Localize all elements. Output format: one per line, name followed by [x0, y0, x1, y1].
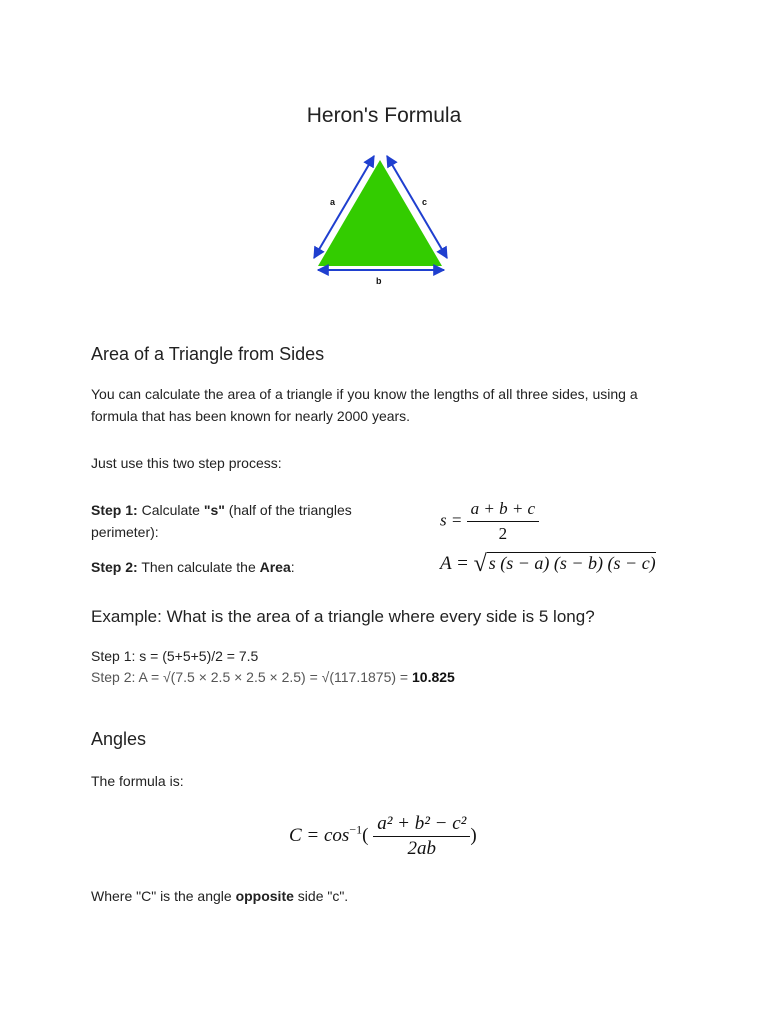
section-heading-area: Area of a Triangle from Sides — [91, 344, 325, 364]
angles-where — [91, 885, 348, 907]
formula-s — [440, 497, 539, 546]
formula-s-lhs: s = — [440, 510, 463, 530]
step2-area: Area — [259, 559, 291, 575]
formula-area — [440, 551, 656, 578]
label-b: b — [376, 276, 382, 286]
angles-where-a: Where "C" is the angle — [91, 888, 236, 904]
step1-text-c: perimeter): — [91, 524, 159, 540]
example-heading: Example: What is the area of a triangle where every side is 5 long? — [91, 607, 595, 626]
formula-s-denominator: 2 — [498, 524, 508, 543]
step1-label: Step 1: — [91, 502, 138, 518]
page-title: Heron's Formula — [306, 104, 462, 127]
example-step2 — [91, 666, 455, 688]
label-c: c — [422, 197, 428, 207]
formula-angle-close: ) — [470, 824, 477, 846]
step2-text-a: Then calculate the — [137, 559, 260, 575]
process-text: Just use this two step process: — [91, 455, 282, 471]
formula-angle-denominator: 2ab — [407, 838, 437, 859]
intro-line-2: formula that has been known for nearly 2000 years. — [91, 408, 411, 424]
step1-text-a: Calculate — [137, 502, 204, 518]
formula-s-fraction — [467, 497, 540, 546]
formula-s-numerator: a + b + c — [467, 497, 540, 522]
step2-colon: : — [290, 559, 295, 575]
formula-angle-open: ( — [362, 824, 369, 846]
sqrt-sign: √ — [473, 551, 487, 577]
triangle-shape — [318, 160, 442, 266]
intro-paragraph — [91, 383, 691, 427]
triangle-diagram — [300, 148, 470, 290]
formula-angle-exponent: −1 — [349, 822, 363, 837]
step2-text — [91, 556, 295, 578]
angles-where-b: side "c". — [293, 888, 349, 904]
step1-s: "s" — [203, 502, 225, 518]
angles-intro: The formula is: — [91, 773, 184, 789]
formula-angle-fraction — [373, 812, 470, 861]
label-a: a — [330, 197, 336, 207]
example-step2-text: Step 2: A = √(7.5 × 2.5 × 2.5 × 2.5) = √(117.1875) = — [91, 669, 412, 685]
formula-area-radicand: s (s − a) (s − b) (s − c) — [488, 553, 656, 573]
formula-angle-lhs: C = cos — [289, 824, 350, 846]
step1-text — [91, 499, 391, 543]
example-step2-result: 10.825 — [412, 669, 455, 685]
angles-where-bold: opposite — [235, 888, 294, 904]
angles-heading: Angles — [91, 729, 147, 749]
intro-line-1: You can calculate the area of a triangle if you know the lengths of all three sides, using a — [91, 386, 638, 402]
formula-area-lhs: A = — [440, 553, 469, 574]
formula-angle-numerator: a² + b² − c² — [373, 812, 470, 837]
step1-text-b: (half of the triangles — [224, 502, 352, 518]
step2-label: Step 2: — [91, 559, 138, 575]
example-step1: Step 1: s = (5+5+5)/2 = 7.5 — [91, 648, 259, 664]
formula-angle — [289, 812, 477, 861]
